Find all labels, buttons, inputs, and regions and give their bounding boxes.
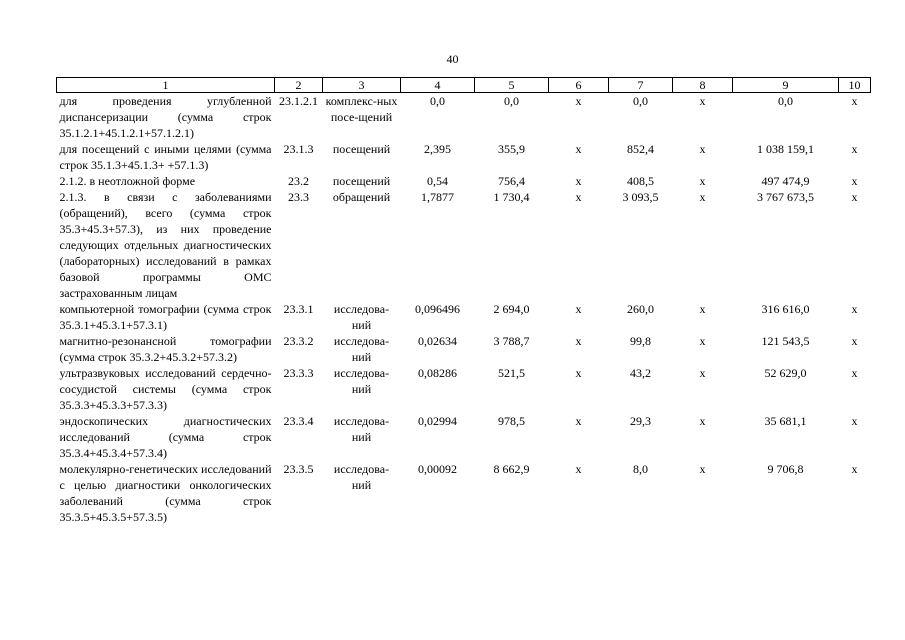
value-cell: 260,0 — [627, 302, 654, 316]
value-cell: 9 706,8 — [767, 462, 804, 476]
value-cell: 316 616,0 — [761, 302, 810, 316]
value-cell: х — [851, 302, 858, 316]
table-row — [57, 365, 871, 413]
value-cell: 1,7877 — [421, 190, 454, 204]
column-header: 7 — [609, 78, 673, 93]
value-cell: х — [699, 462, 706, 476]
value-cell: 521,5 — [498, 366, 525, 380]
value-cell: 3 788,7 — [493, 334, 530, 348]
value-cell: х — [699, 302, 706, 316]
row-name-cell: 2.1.3. в связи с заболеваниями (обращений), всего (сумма строк 35.3+45.3+57.3), из них проведение следующих отдельных диагностических (лабораторных) исследований в рамках базовой программы ОМС застрахованным лицам — [59, 190, 272, 300]
row-code-cell: 23.3 — [288, 190, 309, 204]
table-row — [57, 141, 871, 173]
row-name-cell: компьютерной томографии (сумма строк 35.3.1+45.3.1+57.3.1) — [59, 302, 272, 332]
value-cell: х — [851, 366, 858, 380]
row-code-cell: 23.3.2 — [283, 334, 314, 348]
column-header: 5 — [475, 78, 549, 93]
value-cell: 1 038 159,1 — [757, 142, 814, 156]
row-code-cell: 23.1.2.1 — [279, 94, 318, 108]
table-header-row — [57, 78, 871, 93]
value-cell: 0,02994 — [418, 414, 457, 428]
value-cell: 756,4 — [498, 174, 525, 188]
value-cell: х — [575, 334, 582, 348]
value-cell: х — [851, 174, 858, 188]
value-cell: 35 681,1 — [764, 414, 807, 428]
value-cell: 3 093,5 — [622, 190, 659, 204]
value-cell: 0,096496 — [415, 302, 460, 316]
table-row — [57, 189, 871, 301]
row-name-cell: эндоскопических диагностических исследований (сумма строк 35.3.4+45.3.4+57.3.4) — [59, 414, 272, 460]
value-cell: 978,5 — [498, 414, 525, 428]
value-cell: 0,0 — [430, 94, 445, 108]
row-unit-cell: исследова-ний — [333, 414, 390, 444]
table-body — [57, 93, 871, 526]
row-unit-cell: комплекс-ных посе-щений — [325, 94, 398, 124]
value-cell: 0,0 — [778, 94, 793, 108]
table-row — [57, 413, 871, 461]
value-cell: 408,5 — [627, 174, 654, 188]
row-name-cell: молекулярно-генетических исследований с целью диагностики онкологических заболеваний (сумма строк 35.3.5+45.3.5+57.3.5) — [59, 462, 272, 524]
value-cell: 29,3 — [630, 414, 651, 428]
table-row — [57, 301, 871, 333]
row-unit-cell: исследова-ний — [333, 366, 390, 396]
table-row — [57, 173, 871, 189]
value-cell: х — [699, 366, 706, 380]
row-unit-cell: посещений — [332, 142, 391, 156]
row-name-cell: ультразвуковых исследований сердечно-сосудистой системы (сумма строк 35.3.3+45.3.3+57.3.3) — [59, 366, 272, 412]
row-name-cell: 2.1.2. в неотложной форме — [59, 174, 196, 188]
column-header: 4 — [401, 78, 475, 93]
column-header: 1 — [57, 78, 275, 93]
value-cell: 0,54 — [427, 174, 448, 188]
value-cell: 2,395 — [424, 142, 451, 156]
value-cell: 497 474,9 — [761, 174, 810, 188]
value-cell: х — [575, 414, 582, 428]
value-cell: х — [851, 142, 858, 156]
row-name-cell: для посещений с иными целями (сумма строк 35.1.3+45.1.3+ +57.1.3) — [59, 142, 272, 172]
row-code-cell: 23.3.3 — [283, 366, 314, 380]
value-cell: х — [575, 142, 582, 156]
value-cell: х — [851, 334, 858, 348]
column-header: 8 — [673, 78, 733, 93]
data-table — [56, 77, 871, 525]
column-header: 6 — [549, 78, 609, 93]
value-cell: х — [699, 334, 706, 348]
value-cell: 0,08286 — [418, 366, 457, 380]
row-code-cell: 23.3.5 — [283, 462, 314, 476]
row-code-cell: 23.1.3 — [283, 142, 314, 156]
value-cell: 8,0 — [633, 462, 648, 476]
column-header: 2 — [275, 78, 323, 93]
value-cell: 121 543,5 — [761, 334, 810, 348]
column-header: 9 — [733, 78, 839, 93]
value-cell: 0,0 — [633, 94, 648, 108]
row-name-cell: для проведения углубленной диспансеризации (сумма строк 35.1.2.1+45.1.2.1+57.1.2.1) — [59, 94, 272, 140]
value-cell: х — [699, 142, 706, 156]
value-cell: 8 662,9 — [493, 462, 530, 476]
value-cell: 99,8 — [630, 334, 651, 348]
value-cell: х — [575, 190, 582, 204]
row-unit-cell: обращений — [332, 190, 391, 204]
value-cell: 3 767 673,5 — [757, 190, 814, 204]
value-cell: 355,9 — [498, 142, 525, 156]
value-cell: 0,02634 — [418, 334, 457, 348]
value-cell: х — [851, 94, 858, 108]
value-cell: х — [575, 366, 582, 380]
value-cell: х — [699, 94, 706, 108]
page-number: 40 — [446, 52, 459, 66]
row-unit-cell: посещений — [332, 174, 391, 188]
row-unit-cell: исследова-ний — [333, 334, 390, 364]
value-cell: х — [575, 94, 582, 108]
value-cell: х — [699, 190, 706, 204]
row-unit-cell: исследова-ний — [333, 302, 390, 332]
row-name-cell: магнитно-резонансной томографии (сумма строк 35.3.2+45.3.2+57.3.2) — [59, 334, 272, 364]
value-cell: х — [699, 414, 706, 428]
value-cell: 52 629,0 — [764, 366, 807, 380]
value-cell: 2 694,0 — [493, 302, 530, 316]
value-cell: х — [851, 414, 858, 428]
value-cell: 1 730,4 — [493, 190, 530, 204]
value-cell: х — [575, 302, 582, 316]
row-unit-cell: исследова-ний — [333, 462, 390, 492]
value-cell: 852,4 — [627, 142, 654, 156]
value-cell: х — [575, 174, 582, 188]
table-row — [57, 461, 871, 525]
row-code-cell: 23.2 — [288, 174, 309, 188]
table-row — [57, 93, 871, 142]
row-code-cell: 23.3.1 — [283, 302, 314, 316]
column-header: 3 — [323, 78, 401, 93]
value-cell: х — [851, 190, 858, 204]
column-header: 10 — [839, 78, 871, 93]
value-cell: х — [851, 462, 858, 476]
value-cell: х — [699, 174, 706, 188]
value-cell: х — [575, 462, 582, 476]
value-cell: 43,2 — [630, 366, 651, 380]
value-cell: 0,0 — [504, 94, 519, 108]
row-code-cell: 23.3.4 — [283, 414, 314, 428]
table-row — [57, 333, 871, 365]
value-cell: 0,00092 — [418, 462, 457, 476]
